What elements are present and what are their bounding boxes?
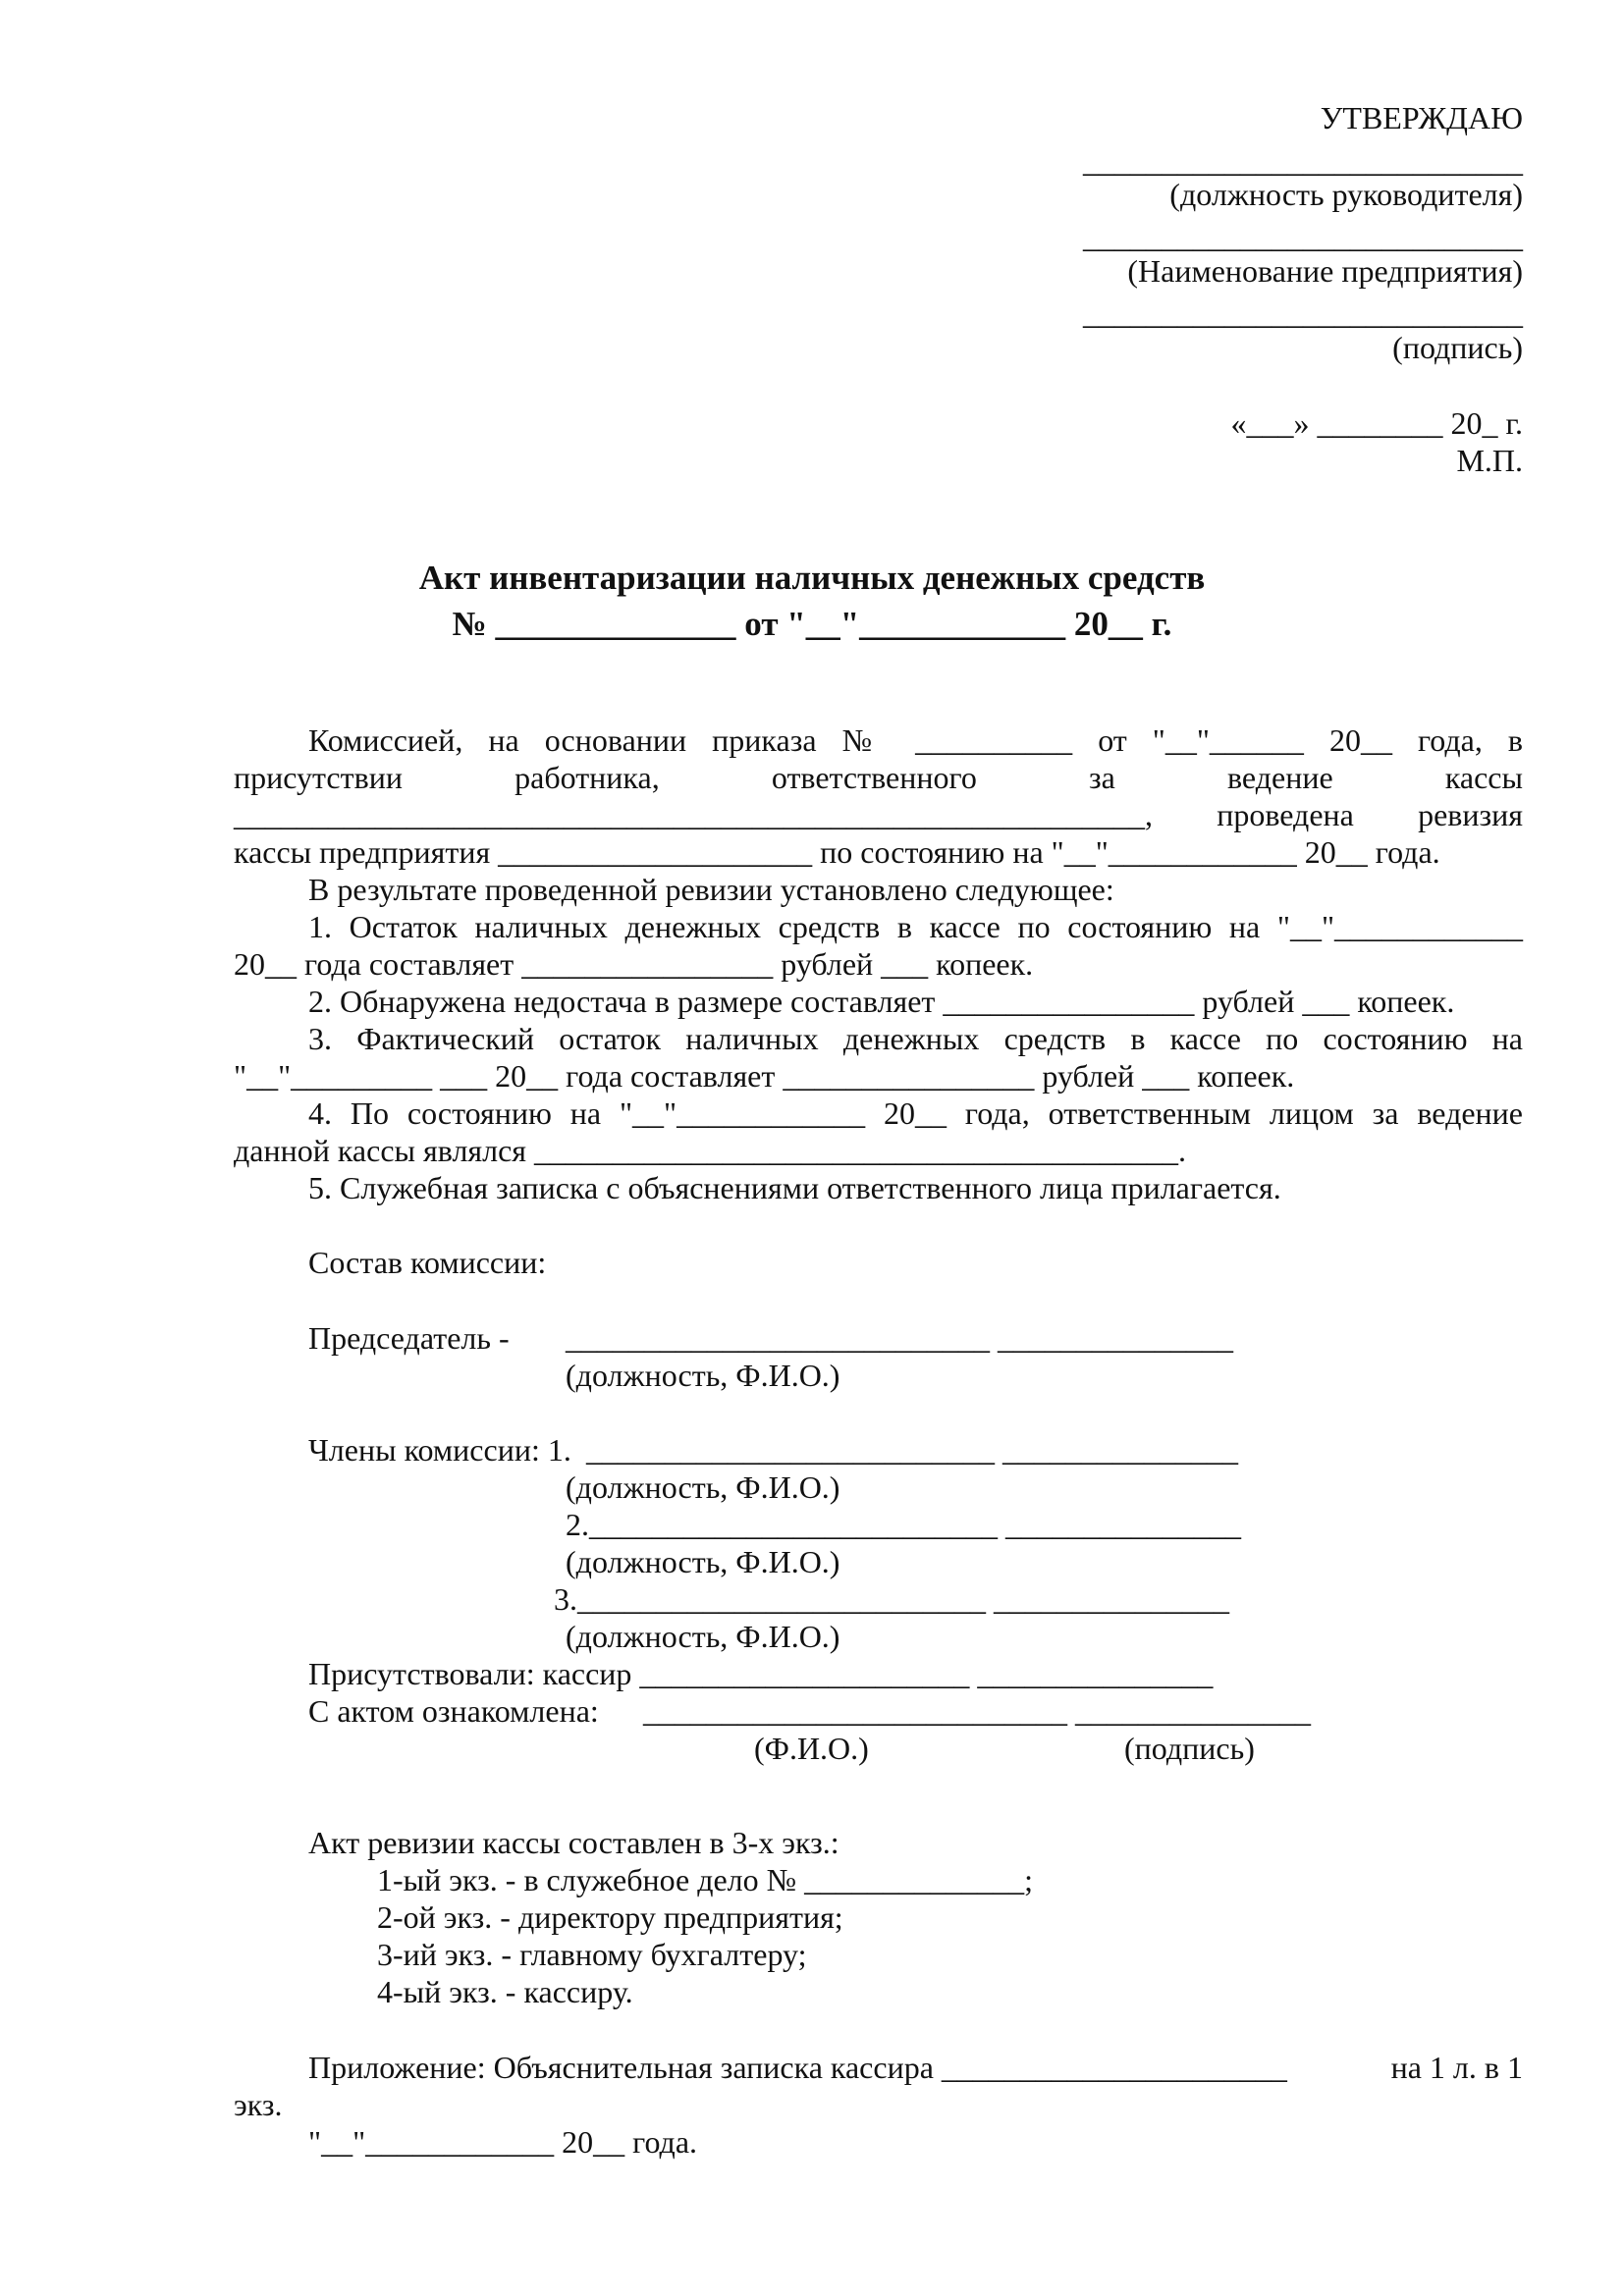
body-paragraph-1-line-4: кассы предприятия ____________________ по состоянию на "__"____________ 20__ года. (234, 834, 1440, 870)
copies-heading: Акт ревизии кассы составлен в 3-х экз.: (308, 1825, 839, 1860)
member-1-caption: (должность, Ф.И.О.) (566, 1469, 840, 1505)
approval-date: «___» ________ 20_ г. (1230, 405, 1523, 441)
chair-caption: (должность, Ф.И.О.) (566, 1358, 840, 1393)
item-1-line-2: 20__ года составляет ________________ рублей ___ копеек. (234, 946, 1034, 982)
copy-3: 3-ий экз. - главному бухгалтеру; (377, 1937, 807, 1972)
item-4-line-1: 4. По состоянию на "__"____________ 20__ года, ответственным лицом за ведение (308, 1095, 1523, 1131)
copy-1: 1-ый экз. - в служебное дело № ______________; (377, 1862, 1034, 1897)
item-5: 5. Служебная записка с объяснениями ответственного лица прилагается. (308, 1170, 1281, 1205)
body-paragraph-1-line-2: присутствии работника, ответственного за ведение кассы (234, 760, 1523, 795)
item-3-line-2: "__"_________ ___ 20__ года составляет ________________ рублей ___ копеек. (234, 1058, 1295, 1094)
appendix-line-2: экз. (234, 2087, 283, 2122)
member-1-line: __________________________ _______________ (586, 1432, 1238, 1468)
members-label: Члены комиссии: 1. (308, 1432, 571, 1468)
copy-4: 4-ый экз. - кассиру. (377, 1974, 633, 2009)
approval-stamp: М.П. (1456, 443, 1523, 478)
body-paragraph-1-line-1: Комиссией, на основании приказа № __________ от "__"______ 20__ года, в (308, 722, 1523, 758)
document-number-line: № ______________ от "__"____________ 20__ г. (452, 605, 1172, 643)
member-3-line: 3.__________________________ _______________ (554, 1581, 1229, 1617)
member-2-line: 2.__________________________ _______________ (566, 1507, 1241, 1542)
item-1-line-1: 1. Остаток наличных денежных средств в кассе по состоянию на "__"____________ (308, 909, 1523, 944)
member-3-caption: (должность, Ф.И.О.) (566, 1619, 840, 1654)
body-paragraph-1-line-3: __________________________________________________________, проведена ревизия (234, 797, 1523, 832)
approval-position-caption: (должность руководителя) (1169, 177, 1523, 212)
approval-org-line: ____________________________ (1083, 219, 1523, 254)
appendix-pages: на 1 л. в 1 (1390, 2050, 1523, 2085)
appendix-date: "__"____________ 20__ года. (308, 2124, 698, 2160)
approval-org-caption: (Наименование предприятия) (1127, 253, 1523, 289)
member-2-caption: (должность, Ф.И.О.) (566, 1544, 840, 1579)
approval-signature-caption: (подпись) (1392, 330, 1523, 365)
result-intro: В результате проведенной ревизии установлено следующее: (308, 872, 1114, 907)
commission-heading: Состав комиссии: (308, 1245, 547, 1280)
fio-caption: (Ф.И.О.) (754, 1731, 869, 1766)
copy-2: 2-ой экз. - директору предприятия; (377, 1899, 843, 1935)
sign-caption: (подпись) (1124, 1731, 1255, 1766)
chair-line: ___________________________ _______________ (566, 1320, 1233, 1356)
present-cashier: Присутствовали: кассир _____________________ _______________ (308, 1656, 1214, 1691)
item-3-line-1: 3. Фактический остаток наличных денежных средств в кассе по состоянию на (308, 1021, 1523, 1056)
item-4-line-2: данной кассы являлся _________________________________________. (234, 1133, 1187, 1168)
chair-label: Председатель - (308, 1320, 510, 1356)
item-2: 2. Обнаружена недостача в размере составляет ________________ рублей ___ копеек. (308, 984, 1455, 1019)
approval-title: УТВЕРЖДАЮ (1320, 100, 1523, 135)
acquainted-line: ___________________________ _______________ (643, 1693, 1311, 1729)
approval-position-line: ____________________________ (1083, 143, 1523, 179)
approval-signature-line: ____________________________ (1083, 295, 1523, 331)
appendix-line-1: Приложение: Объяснительная записка кассира ______________________ (308, 2050, 1287, 2085)
acquainted-label: С актом ознакомлена: (308, 1693, 599, 1729)
document-title: Акт инвентаризации наличных денежных средств (418, 559, 1206, 597)
